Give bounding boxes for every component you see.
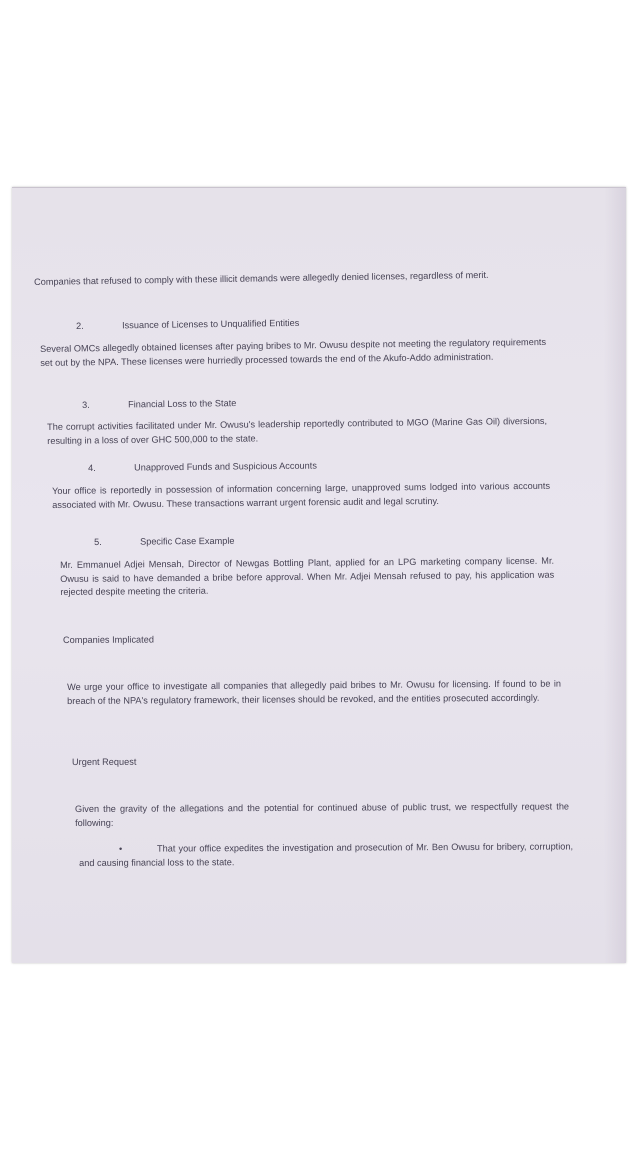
- section-5-paragraph: Mr. Emmanuel Adjei Mensah, Director of Newgas Bottling Plant, applied for an LPG marketing company license. Mr. Owusu is said to have demanded a bribe before approval. When Mr. Adjei Mensah refused to pay, his application was rejected despite meeting the criteria.: [60, 555, 555, 597]
- section-4-paragraph: Your office is reportedly in possession of information concerning large, unapproved sums lodged into various accounts associated with Mr. Owusu. These transactions warrant urgent forensic audit and legal scrutiny.: [52, 480, 551, 510]
- section-5-heading: [94, 535, 235, 548]
- bullet-icon: •: [119, 843, 123, 854]
- section-4-heading: [88, 460, 317, 474]
- section-3-heading: [82, 397, 236, 411]
- section-3-paragraph: The corrupt activities facilitated under Mr. Owusu's leadership reportedly contributed to MGO (Marine Gas Oil) diversions, resulting in a loss of over GHC 500,000 to the state.: [47, 415, 548, 446]
- document-page: [12, 187, 626, 963]
- section-number: 4.: [88, 462, 96, 473]
- section-title: Issuance of Licenses to Unqualified Entities: [122, 317, 300, 331]
- request-bullet-item: [79, 839, 573, 870]
- companies-implicated-paragraph: We urge your office to investigate all companies that allegedly paid bribes to Mr. Owusu for licensing. If found to be in breach of the NPA's regulatory framework, their licenses should be revoked, and the entities prosecuted accordingly.: [67, 678, 562, 706]
- bullet-text: That your office expedites the investigation and prosecution of Mr. Ben Owusu for bribery, corruption, and causing financial loss to the state.: [79, 841, 574, 868]
- page-edge-shade: [604, 187, 626, 963]
- urgent-request-paragraph: Given the gravity of the allegations and the potential for continued abuse of public trust, we respectfully request the following:: [75, 801, 570, 828]
- section-2-heading: [76, 317, 299, 332]
- section-title: Unapproved Funds and Suspicious Accounts: [134, 460, 317, 473]
- section-title: Specific Case Example: [140, 535, 235, 547]
- intro-paragraph: Companies that refused to comply with these illicit demands were allegedly denied licenses, regardless of merit.: [34, 269, 489, 287]
- section-number: 5.: [94, 536, 102, 547]
- section-2-paragraph: Several OMCs allegedly obtained licenses after paying bribes to Mr. Owusu despite not meeting the regulatory requirements set out by the NPA. These licenses were hurriedly processed towards the end of the Akufo-Addo administration.: [40, 336, 547, 368]
- urgent-request-heading: Urgent Request: [72, 756, 137, 767]
- companies-implicated-heading: Companies Implicated: [63, 634, 154, 645]
- section-number: 3.: [82, 399, 90, 410]
- section-title: Financial Loss to the State: [128, 398, 237, 410]
- section-number: 2.: [76, 320, 84, 331]
